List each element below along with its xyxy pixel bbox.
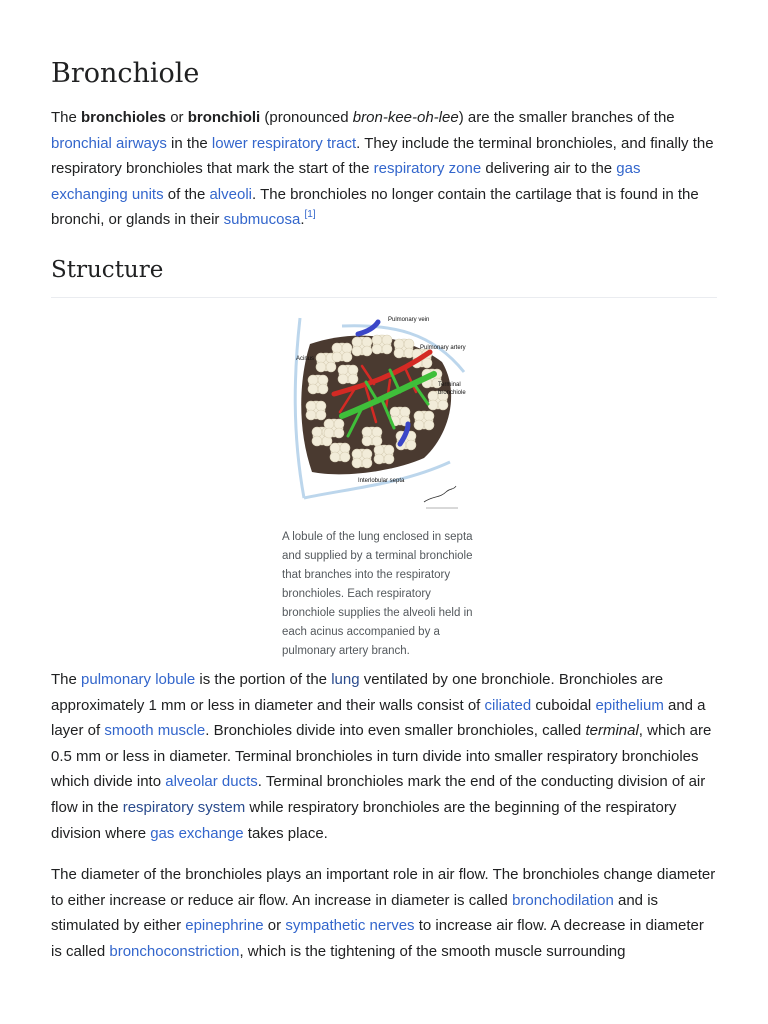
alveolus-cluster: [372, 335, 392, 354]
pulmonary-vein-upper: [358, 322, 378, 334]
link-sympathetic-nerves[interactable]: sympathetic nerves: [285, 917, 415, 935]
lobule-diagram: [282, 312, 486, 516]
alveolus-cluster: [352, 337, 372, 356]
alveolus-cluster: [332, 343, 352, 362]
alveolus-cluster: [414, 411, 434, 430]
link-epithelium[interactable]: epithelium: [595, 696, 664, 714]
alveolus-cluster: [306, 401, 326, 420]
figure-caption: A lobule of the lung enclosed in septa and supplied by a terminal bronchiole that branches into the respiratory bronchioles. Each respiratory bronchiole supplies the alveoli held in each acinus accompanied by a pulmonary artery branch.: [282, 530, 473, 657]
link-gas-exchanging-units[interactable]: gas exchanging units: [51, 160, 641, 203]
link-epinephrine[interactable]: epinephrine: [185, 917, 264, 935]
diameter-paragraph: The diameter of the bronchioles plays an important role in air flow. The bronchioles change diameter to either increase or reduce air flow. An increase in diameter is called bronchodilation and is stimulated by either epinephrine or sympathetic nerves to increase air flow. A decrease in diameter is called bronchoconstriction, which is the tightening of the smooth muscle surrounding: [51, 866, 716, 960]
link-alveolar-ducts[interactable]: alveolar ducts: [165, 773, 258, 791]
label-interlobular-septa: Interlobular septa: [358, 477, 405, 484]
intro-paragraph: The bronchioles or bronchioli (pronounced bron-kee-oh-lee) are the smaller branches of the bronchial airways in the lower respiratory tract. They include the terminal bronchioles, and finally the respiratory bronchioles that mark the start of the respiratory zone delivering air to the gas exchanging units of the alveoli. The bronchioles no longer contain the cartilage that is found in the bronchi, or glands in their submucosa.[1]: [51, 109, 714, 229]
label-pulmonary-vein: Pulmonary vein: [388, 316, 430, 323]
link-bronchodilation[interactable]: bronchodilation: [512, 891, 614, 909]
section-heading-structure: Structure: [51, 255, 717, 298]
link-lung[interactable]: lung: [331, 670, 360, 688]
link-alveoli[interactable]: alveoli: [209, 185, 252, 203]
alveolus-cluster: [362, 427, 382, 446]
label-pulmonary-artery: Pulmonary artery: [420, 344, 466, 351]
alveolus-cluster: [330, 443, 350, 462]
link-lower-respiratory-tract[interactable]: lower respiratory tract: [211, 134, 357, 152]
label-terminal: Terminal: [438, 381, 461, 388]
link-pulmonary-lobule[interactable]: pulmonary lobule: [81, 670, 196, 688]
lobule-illustration[interactable]: [282, 312, 486, 516]
label-acinus: Acinus: [296, 355, 315, 362]
lobule-figure: [51, 312, 717, 661]
link-submucosa[interactable]: submucosa: [223, 211, 301, 229]
reference-link[interactable]: [1]: [304, 209, 316, 221]
alveolus-cluster: [308, 375, 328, 394]
link-respiratory-system[interactable]: respiratory system: [122, 798, 246, 816]
link-ciliated[interactable]: ciliated: [484, 696, 532, 714]
alveolus-cluster: [374, 445, 394, 464]
alveolus-cluster: [352, 449, 372, 468]
alveolus-cluster: [324, 419, 344, 438]
link-gas-exchange[interactable]: gas exchange: [150, 824, 244, 842]
label-bronchiole: bronchiole: [438, 389, 466, 396]
pulmonary-lobule-paragraph: The pulmonary lobule is the portion of the lung ventilated by one bronchiole. Bronchioles are approximately 1 mm or less in diameter and their walls consist of ciliated cuboidal epithelium and a layer of smooth muscle. Bronchioles divide into even smaller bronchioles, called terminal, which are 0.5 mm or less in diameter. Terminal bronchioles in turn divide into smaller respiratory bronchioles which divide into alveolar ducts. Terminal bronchioles mark the end of the conducting division of air flow in the respiratory system while respiratory bronchioles are the beginning of the respiratory division where gas exchange takes place.: [51, 670, 712, 842]
alveolus-cluster: [394, 339, 414, 358]
alveolus-cluster: [338, 365, 358, 384]
link-bronchoconstriction[interactable]: bronchoconstriction: [109, 942, 240, 960]
link-smooth-muscle[interactable]: smooth muscle: [104, 722, 206, 740]
page-title: Bronchiole: [51, 58, 200, 89]
link-respiratory-zone[interactable]: respiratory zone: [373, 160, 482, 178]
link-bronchial-airways[interactable]: bronchial airways: [51, 134, 167, 152]
artist-signature: [424, 486, 456, 502]
